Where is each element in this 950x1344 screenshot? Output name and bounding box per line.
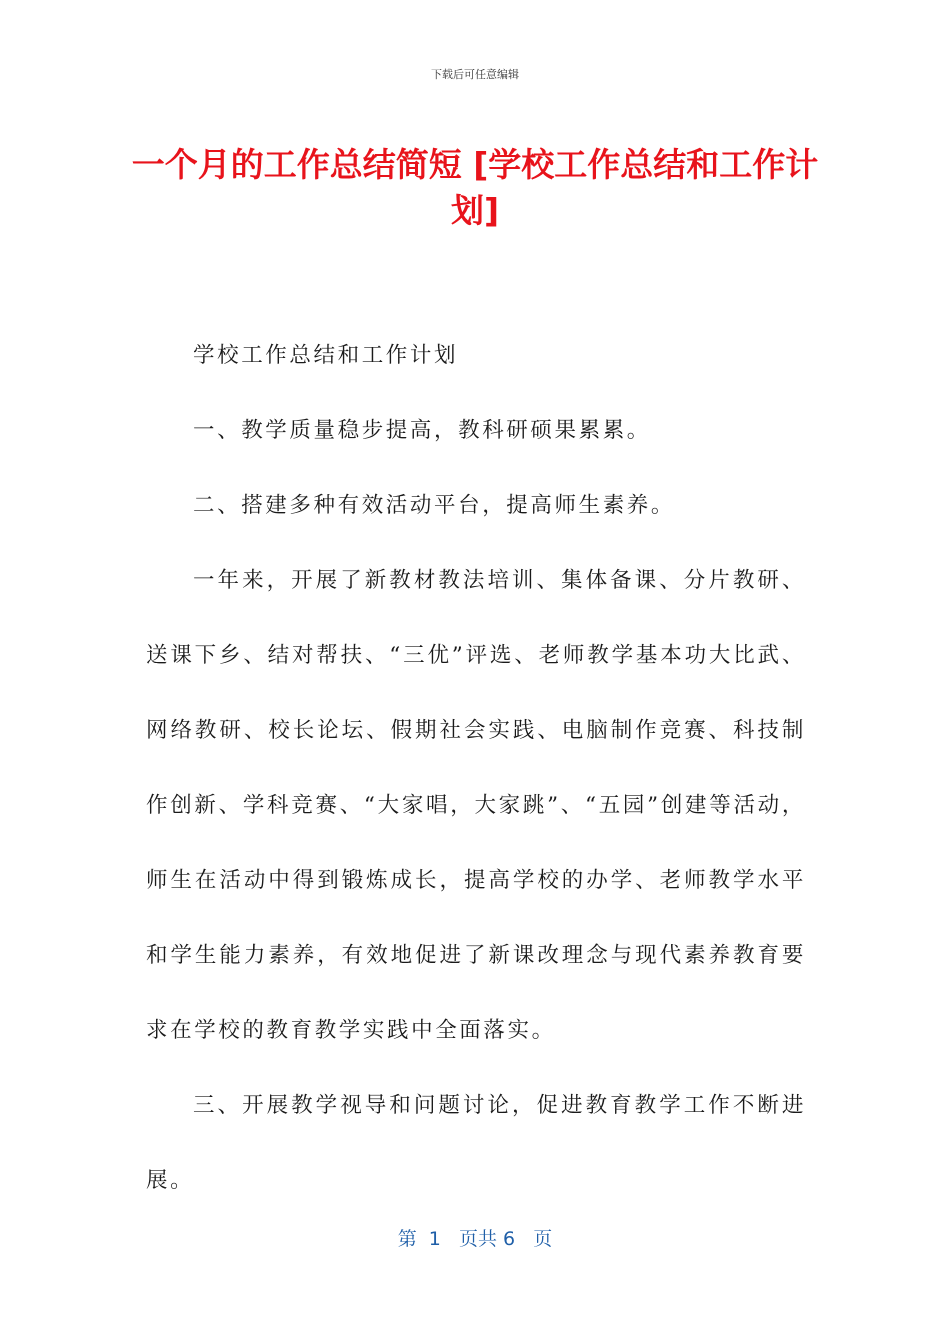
document-title: 一个月的工作总结简短 [学校工作总结和工作计划] <box>131 145 819 230</box>
paragraph-heading: 学校工作总结和工作计划 <box>193 343 459 368</box>
paragraph-item-3: 三、开展教学视导和问题讨论，促进教育教学工作不断进展。 <box>146 1093 806 1193</box>
header-note: 下载后可任意编辑 <box>431 68 519 81</box>
document-body <box>146 318 806 1218</box>
paragraph-item-1: 一、教学质量稳步提高，教科研硕果累累。 <box>193 418 651 443</box>
paragraph-item-2: 二、搭建多种有效活动平台，提高师生素养。 <box>193 493 676 518</box>
paragraph-activities: 一年来，开展了新教材教法培训、集体备课、分片教研、送课下乡、结对帮扶、“三优”评选、老师教学基本功大比武、网络教研、校长论坛、假期社会实践、电脑制作竞赛、科技制作创新、学科竞赛、“大家唱，大家跳”、“五园”创建等活动，师生在活动中得到锻炼成长，提高学校的办学、老师教学水平和学生能力素养，有效地促进了新课改理念与现代素养教育要求在学校的教育教学实践中全面落实。 <box>146 568 806 1043</box>
page-number-footer: 第 1 页共 6 页 <box>397 1228 553 1250</box>
